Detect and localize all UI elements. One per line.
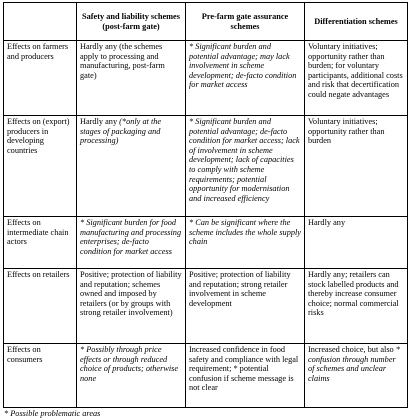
table-row <box>4 344 408 408</box>
cell-intermediate-chain-actors-pre-farm-gate <box>186 217 305 269</box>
cell-text-segment: Hardly any <box>80 117 120 126</box>
cell-retailers-differentiation <box>305 269 408 344</box>
cell-text-segment: Positive; protection of liability and reputation; schemes owned and imposed by retailers (or by groups with strong retailer involvement) <box>80 270 182 318</box>
row-label-export-producers: Effects on (export) producers in developing countries <box>4 116 77 217</box>
cell-text-segment: * Possibly through price effects or through reduced choice of products; otherwise none <box>80 345 179 383</box>
header-cell-safety-liability: Safety and liability schemes (post-farm gate) <box>77 3 186 41</box>
cell-consumers-pre-farm-gate <box>186 344 305 408</box>
table-row <box>4 116 408 217</box>
cell-text-segment: Voluntary initiatives; opportunity rather than burden <box>308 117 385 146</box>
cell-farmers-producers-safety-liability <box>77 41 186 116</box>
header-cell-empty <box>4 3 77 41</box>
cell-text-segment: (*only at the stages of packaging and processing) <box>80 117 162 146</box>
cell-text-segment: * Significant burden for food manufacturing and processing enterprises; de-facto condition for market access <box>80 218 182 256</box>
cell-text-segment: Hardly any; retailers can stock labelled products and thereby increase consumer choice; normal commercial risks <box>308 270 399 318</box>
cell-text-segment: * Significant burden and potential advantage; de-facto condition for market access; lack of involvement in scheme development; lack of capacities to comply with scheme requirements; potential opportunity for modernisation and increased efficiency <box>189 117 300 203</box>
cell-consumers-safety-liability <box>77 344 186 408</box>
header-cell-differentiation: Differentiation schemes <box>305 3 408 41</box>
cell-farmers-producers-differentiation <box>305 41 408 116</box>
cell-consumers-differentiation <box>305 344 408 408</box>
cell-export-producers-pre-farm-gate <box>186 116 305 217</box>
cell-farmers-producers-pre-farm-gate <box>186 41 305 116</box>
cell-text-segment: Positive; protection of liability and reputation; strong retailer involvement in scheme development <box>189 270 291 308</box>
row-label-farmers-producers: Effects on farmers and producers <box>4 41 77 116</box>
row-label-intermediate-chain-actors: Effects on intermediate chain actors <box>4 217 77 269</box>
table-row <box>4 269 408 344</box>
document-page <box>3 2 407 418</box>
row-label-consumers: Effects on consumers <box>4 344 77 408</box>
cell-text-segment: Voluntary initiatives; opportunity rather than burden; for voluntary participants, additional costs and risk that decertification could negate advantages <box>308 42 403 99</box>
cell-text-segment: * Can be significant where the scheme includes the whole supply chain <box>189 218 301 247</box>
cell-text-segment: * Significant burden and potential advantage; may lack involvement in scheme development; de-facto condition for market access <box>189 42 297 90</box>
cell-intermediate-chain-actors-differentiation <box>305 217 408 269</box>
cell-text-segment: Increased choice, but also <box>308 345 396 354</box>
table-row <box>4 41 408 116</box>
comparison-table <box>3 2 408 408</box>
header-cell-pre-farm-gate: Pre-farm gate assurance schemes <box>186 3 305 41</box>
cell-text-segment: Hardly any (the schemes apply to processing and manufacturing, post-farm gate) <box>80 42 165 80</box>
cell-text-segment: * confusion through number of schemes and unclear claims <box>308 345 400 383</box>
cell-text-segment: Hardly any <box>308 218 346 227</box>
cell-intermediate-chain-actors-safety-liability <box>77 217 186 269</box>
table-body <box>4 41 408 408</box>
header-row <box>4 3 408 41</box>
cell-retailers-pre-farm-gate <box>186 269 305 344</box>
table-row <box>4 217 408 269</box>
cell-retailers-safety-liability <box>77 269 186 344</box>
cell-export-producers-safety-liability <box>77 116 186 217</box>
footnote: * Possible problematic areas <box>4 409 101 418</box>
cell-text-segment: Increased confidence in food safety and compliance with legal requirement; * potential confusion if scheme message is not clear <box>189 345 299 393</box>
cell-export-producers-differentiation <box>305 116 408 217</box>
row-label-retailers: Effects on retailers <box>4 269 77 344</box>
